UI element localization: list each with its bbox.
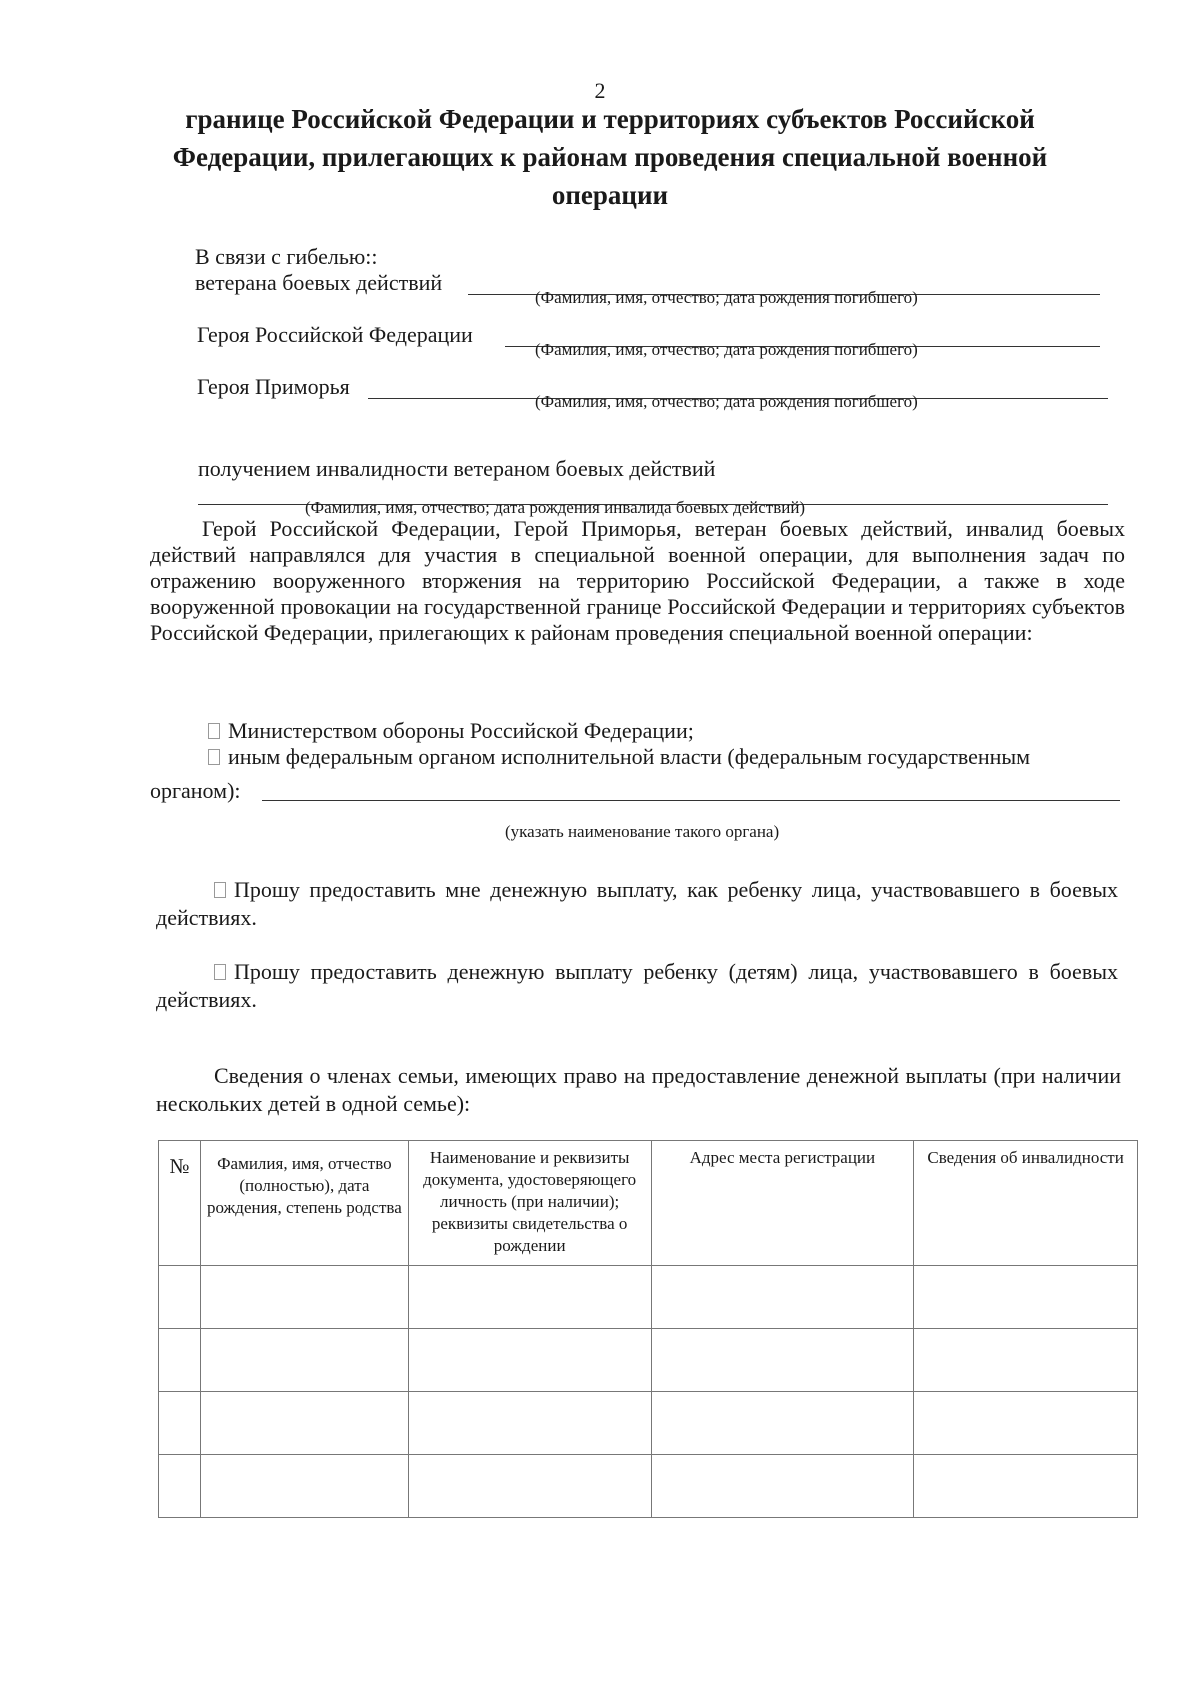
option-other-body-label: иным федеральным органом исполнительной власти (федеральным государственным: [228, 744, 1031, 769]
option-ministry[interactable]: [208, 718, 694, 744]
row-document-cell[interactable]: [408, 1455, 651, 1518]
ministry-checkbox[interactable]: [208, 723, 220, 739]
col-header-document: Наименование и реквизиты документа, удостоверяющего личность (при наличии); реквизиты свидетельства о рождении: [408, 1141, 651, 1266]
row-document-cell[interactable]: [408, 1392, 651, 1455]
family-table: [158, 1140, 1138, 1518]
row-name-cell[interactable]: [200, 1392, 408, 1455]
row-address-cell[interactable]: [651, 1392, 914, 1455]
row-name-cell[interactable]: [200, 1266, 408, 1329]
veteran-name-hint: (Фамилия, имя, отчество; дата рождения погибшего): [535, 288, 918, 307]
other-body-hint: (указать наименование такого органа): [505, 822, 780, 841]
hero-rf-label: Героя Российской Федерации: [197, 322, 473, 347]
row-document-cell[interactable]: [408, 1266, 651, 1329]
option-ministry-label: Министерством обороны Российской Федерации;: [228, 718, 694, 743]
table-row: [159, 1392, 1138, 1455]
request-self-checkbox[interactable]: [214, 882, 226, 898]
row-number-cell[interactable]: [159, 1266, 201, 1329]
col-header-address: Адрес места регистрации: [651, 1141, 914, 1266]
table-header-row: [159, 1141, 1138, 1266]
request-children-text: Прошу предоставить денежную выплату ребенку (детям) лица, участвовавшего в боевых действиях.: [156, 959, 1118, 1012]
row-address-cell[interactable]: [651, 1266, 914, 1329]
row-name-cell[interactable]: [200, 1455, 408, 1518]
row-address-cell[interactable]: [651, 1329, 914, 1392]
other-body-name-field[interactable]: [262, 800, 1120, 801]
request-self-text: Прошу предоставить мне денежную выплату, как ребенку лица, участвовавшего в боевых действиях.: [156, 877, 1118, 930]
row-name-cell[interactable]: [200, 1329, 408, 1392]
col-header-disability: Сведения об инвалидности: [914, 1141, 1138, 1266]
row-disability-cell[interactable]: [914, 1392, 1138, 1455]
option-other-body[interactable]: [208, 744, 1030, 770]
table-row: [159, 1266, 1138, 1329]
row-number-cell[interactable]: [159, 1392, 201, 1455]
main-paragraph: Герой Российской Федерации, Герой Приморья, ветеран боевых действий, инвалид боевых действий направлялся для участия в специальной военной операции, для выполнения задач по отражению вооруженного вторжения на территорию Российской Федерации, а также в ходе вооруженной провокации на государственной границе Российской Федерации и территориях субъектов Российской Федерации, прилегающих к районам проведения специальной военной операции:: [150, 516, 1125, 645]
row-disability-cell[interactable]: [914, 1455, 1138, 1518]
row-number-cell[interactable]: [159, 1455, 201, 1518]
other-body-continuation: органом):: [150, 778, 241, 803]
table-row: [159, 1329, 1138, 1392]
disability-name-hint: (Фамилия, имя, отчество; дата рождения инвалида боевых действий): [305, 498, 806, 517]
disability-label: получением инвалидности ветераном боевых действий: [198, 456, 716, 481]
family-intro: Сведения о членах семьи, имеющих право на предоставление денежной выплаты (при наличии нескольких детей в одной семье):: [156, 1063, 1121, 1116]
row-disability-cell[interactable]: [914, 1329, 1138, 1392]
death-intro: В связи с гибелью::: [195, 244, 378, 269]
row-number-cell[interactable]: [159, 1329, 201, 1392]
other-body-checkbox[interactable]: [208, 749, 220, 765]
page-number: 2: [594, 78, 606, 103]
request-children[interactable]: [156, 958, 1118, 1014]
row-disability-cell[interactable]: [914, 1266, 1138, 1329]
table-row: [159, 1455, 1138, 1518]
request-self[interactable]: [156, 876, 1118, 932]
row-document-cell[interactable]: [408, 1329, 651, 1392]
hero-rf-name-hint: (Фамилия, имя, отчество; дата рождения погибшего): [535, 340, 918, 359]
request-children-checkbox[interactable]: [214, 964, 226, 980]
veteran-label: ветерана боевых действий: [195, 270, 443, 295]
row-address-cell[interactable]: [651, 1455, 914, 1518]
form-heading: границе Российской Федерации и территориях субъектов Российской Федерации, прилегающих к районам проведения специальной военной операции: [172, 104, 1048, 210]
col-header-name: Фамилия, имя, отчество (полностью), дата рождения, степень родства: [200, 1141, 408, 1266]
hero-primorye-name-hint: (Фамилия, имя, отчество; дата рождения погибшего): [535, 392, 918, 411]
col-header-number: №: [159, 1141, 201, 1266]
hero-primorye-label: Героя Приморья: [197, 374, 350, 399]
